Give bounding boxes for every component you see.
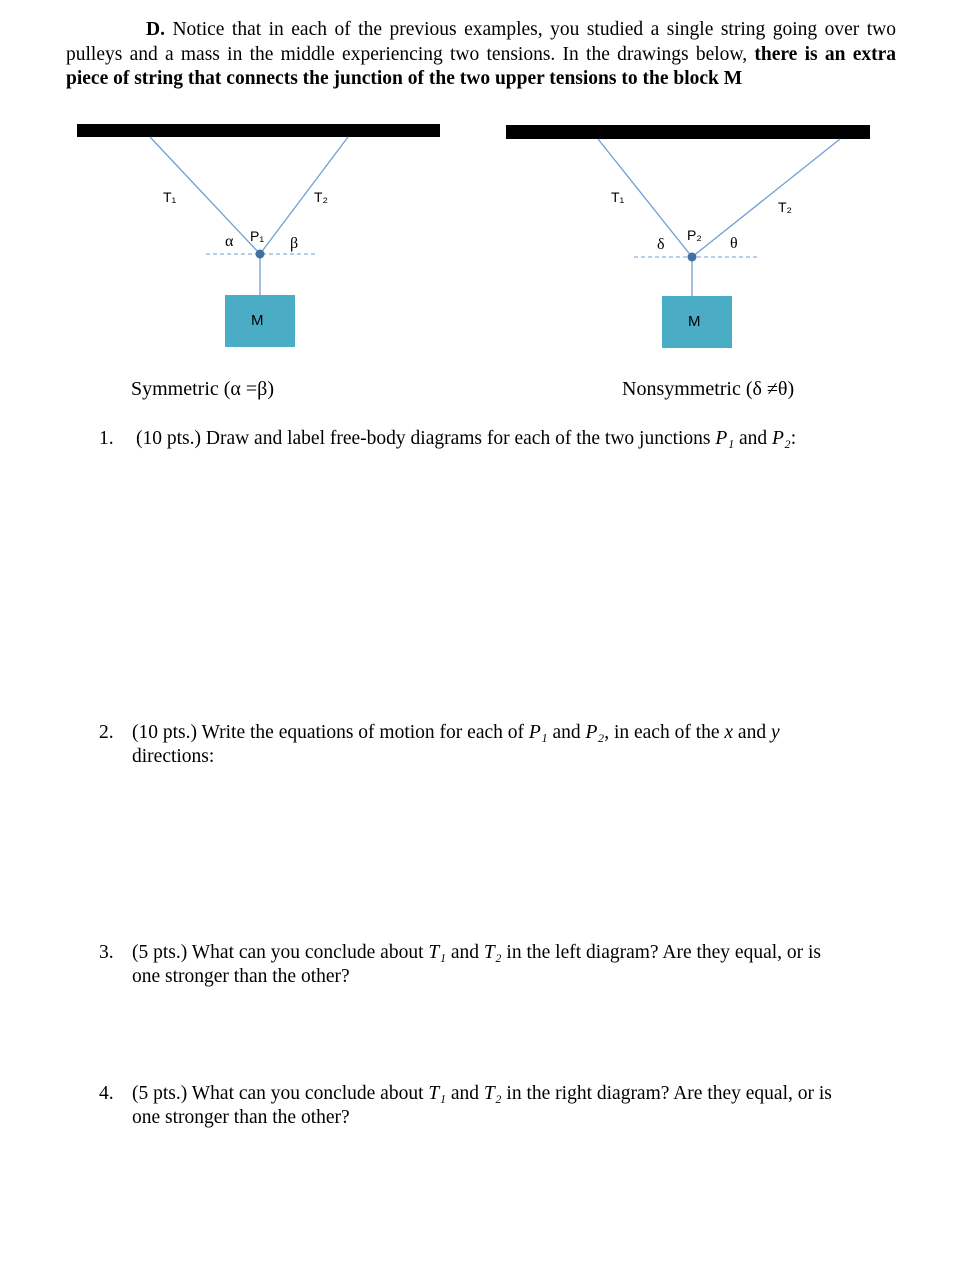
left-ceiling-bar [77,124,440,137]
intro-paragraph [66,18,896,92]
question-3 [99,941,899,991]
question-3-number: 3. [99,942,114,963]
question-2 [99,721,899,771]
left-junction-dot [256,250,265,259]
right-label-t1: T₁ [611,189,625,205]
question-4 [99,1082,919,1132]
left-label-p1: P₁ [250,228,265,244]
left-label-alpha: α [225,233,234,250]
right-label-t2: T₂ [778,199,792,215]
intro-text: Notice that in each of the previous examples, you studied a single string going over two pulleys and a mass in the middle experiencing two tensions. In the drawings below, [66,19,897,65]
right-label-theta: θ [730,235,738,252]
right-ceiling-bar [506,125,870,139]
right-string-t2 [692,139,840,257]
question-2-number: 2. [99,722,114,743]
section-letter: D. [146,19,165,40]
question-1-number: 1. [99,428,114,449]
left-label-beta: β [290,235,299,252]
right-diagram [500,120,880,355]
right-junction-dot [688,253,697,262]
left-label-t2: T₂ [314,189,328,205]
intro-bold-text: there is an extra piece of string that connects the junction of the two upper tensions to the block M [66,43,897,89]
question-4-number: 4. [99,1083,114,1104]
left-diagram [70,120,450,355]
question-3-text: (5 pts.) What can you conclude about T₁ and T₂ in the left diagram? Are they equal, or is one stronger than the other? [132,942,822,987]
right-label-delta: δ [657,236,665,253]
left-label-t1: T₁ [163,189,177,205]
question-2-text: (10 pts.) Write the equations of motion for each of P₁ and P₂, in each of the x and y directions: [132,722,780,767]
left-label-mass: M [251,312,264,329]
caption-nonsymmetric: Nonsymmetric (δ ≠θ) [622,378,795,400]
question-4-text: (5 pts.) What can you conclude about T₁ and T₂ in the right diagram? Are they equal, or is one stronger than the other? [132,1083,832,1128]
right-label-mass: M [688,313,701,330]
caption-symmetric: Symmetric (α =β) [131,378,275,400]
left-string-t2 [260,137,348,254]
question-1-text: (10 pts.) Draw and label free-body diagrams for each of the two junctions P₁ and P₂: [136,428,797,449]
right-label-p2: P₂ [687,227,702,243]
